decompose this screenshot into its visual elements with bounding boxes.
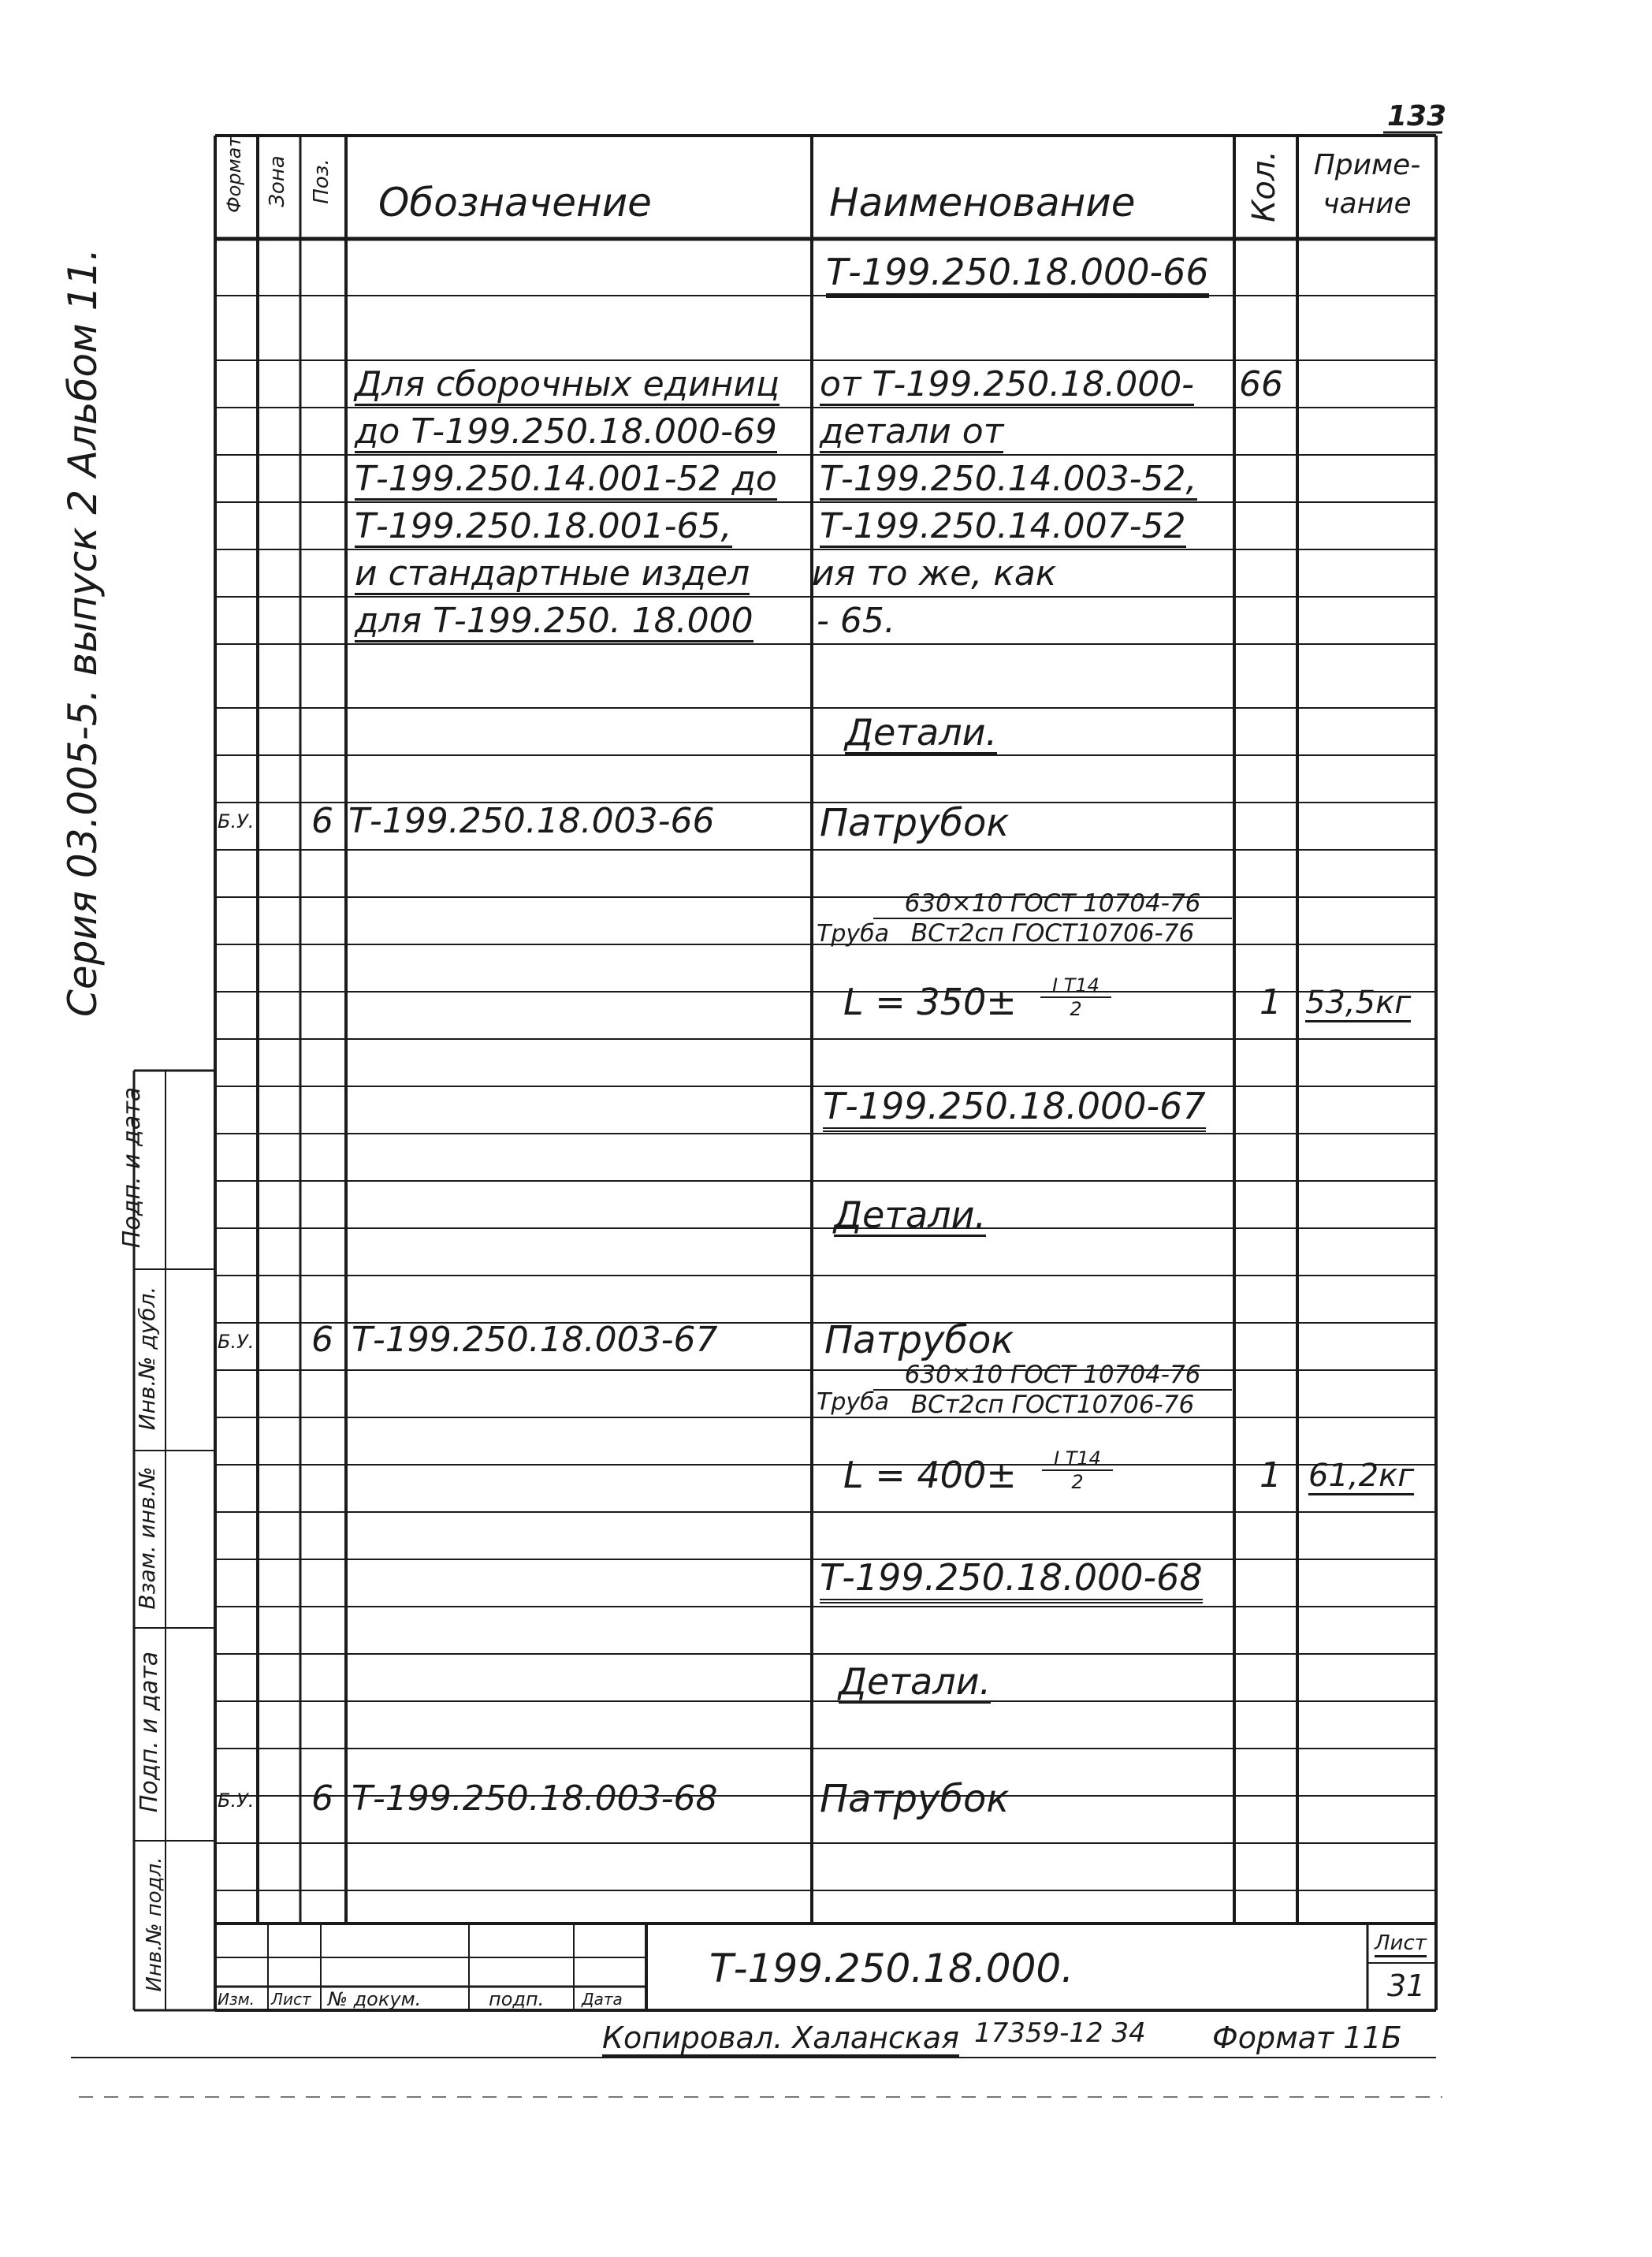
header-designation: Обозначение <box>378 180 652 225</box>
tolerance-1 <box>1040 974 1111 1020</box>
format-cell-3: Б.У. <box>218 1790 255 1812</box>
note-qty-1: 66 <box>1239 364 1283 404</box>
tb-sheet-label: Лист <box>1375 1933 1427 1957</box>
pipe-spec-top-1: 630×10 ГОСТ 10704-76 <box>873 889 1232 919</box>
length-cell-2: L = 400± <box>843 1454 1017 1496</box>
footer-format: Формат 11Б <box>1212 2020 1402 2055</box>
qty-cell-2: 1 <box>1259 1455 1282 1495</box>
pos-cell-1: 6 <box>311 801 333 841</box>
header-zone: Зона <box>266 155 289 207</box>
stamp-sign-date-2: Подп. и дата <box>136 1651 163 1813</box>
pipe-label-2: Труба <box>817 1388 890 1416</box>
tolerance-top-2: I T14 <box>1042 1447 1113 1471</box>
tolerance-bottom-1: 2 <box>1070 998 1082 1020</box>
note-name-6: - 65. <box>817 601 895 641</box>
pipe-spec-top-2: 630×10 ГОСТ 10704-76 <box>873 1361 1232 1391</box>
name-cell-2: Патрубок <box>824 1318 1014 1362</box>
tb-list: Лист <box>271 1990 311 2009</box>
tb-ndoc: № докум. <box>328 1988 422 2010</box>
tb-document-code: Т-199.250.18.000. <box>709 1946 1074 1991</box>
header-qty: Кол. <box>1246 150 1282 222</box>
footer-copied-by: Копировал. Халанская <box>602 2020 959 2055</box>
qty-cell-1: 1 <box>1259 982 1282 1022</box>
pipe-spec-bottom-1: ВСт2сп ГОСТ10706-76 <box>910 919 1195 948</box>
stamp-replace-inv: Взам. инв.№ <box>134 1466 160 1610</box>
header-pos: Поз. <box>310 158 333 204</box>
format-cell-2: Б.У. <box>218 1331 255 1353</box>
tolerance-bottom-2: 2 <box>1071 1471 1084 1493</box>
note-line-6: для Т-199.250. 18.000 <box>355 601 753 641</box>
tb-sheet-number: 31 <box>1387 1968 1426 2003</box>
footer-order: 17359-12 34 <box>974 2017 1146 2049</box>
header-format: Формат <box>223 136 245 213</box>
name-cell-1: Патрубок <box>820 801 1010 845</box>
note-cell-1: 53,5кг <box>1305 985 1412 1021</box>
tb-data: Дата <box>582 1990 623 2009</box>
designation-cell-2: Т-199.250.18.003-67 <box>352 1320 718 1360</box>
section-parts-3: Детали. <box>839 1660 992 1703</box>
note-line-5: и стандартные издел <box>355 553 750 594</box>
note-cell-2: 61,2кг <box>1308 1458 1415 1494</box>
pipe-spec-bottom-2: ВСт2сп ГОСТ10706-76 <box>910 1391 1195 1419</box>
assembly-title-66: Т-199.250.18.000-66 <box>826 254 1209 298</box>
pipe-label-1: Труба <box>817 920 890 948</box>
tolerance-top-1: I T14 <box>1040 974 1111 998</box>
designation-cell-3: Т-199.250.18.003-68 <box>352 1778 718 1819</box>
note-line-2: до Т-199.250.18.000-69 <box>355 412 777 452</box>
name-cell-3: Патрубок <box>820 1777 1010 1821</box>
format-cell-1: Б.У. <box>218 810 255 832</box>
assembly-title-68: Т-199.250.18.000-68 <box>820 1559 1203 1603</box>
note-name-3: Т-199.250.14.003-52, <box>820 459 1197 499</box>
note-name-2: детали от <box>820 412 1004 452</box>
note-line-4: Т-199.250.18.001-65, <box>355 506 732 546</box>
designation-cell-1: Т-199.250.18.003-66 <box>348 801 715 841</box>
note-name-4: Т-199.250.14.007-52 <box>820 506 1186 546</box>
stamp-sign-date-1: Подп. и дата <box>118 1086 146 1249</box>
stamp-inv-orig: Инв.№ подл. <box>143 1857 166 1992</box>
tb-podp: подп. <box>489 1988 545 2010</box>
stamp-inv-dup: Инв.№ дубл. <box>134 1286 160 1431</box>
header-name: Наименование <box>829 180 1136 225</box>
length-cell-1: L = 350± <box>843 981 1017 1023</box>
note-name-1: от Т-199.250.18.000- <box>820 364 1195 404</box>
header-note: Приме-чание <box>1313 149 1421 220</box>
note-name-5: ия то же, как <box>812 553 1057 594</box>
note-line-3: Т-199.250.14.001-52 до <box>355 459 777 499</box>
section-parts-2: Детали. <box>834 1194 987 1236</box>
pipe-spec-2 <box>873 1361 1232 1419</box>
tolerance-2 <box>1042 1447 1113 1493</box>
page-number: 133 <box>1387 100 1447 132</box>
assembly-title-67: Т-199.250.18.000-67 <box>823 1088 1206 1132</box>
tb-izm: Изм. <box>218 1990 255 2009</box>
pipe-spec-1 <box>873 889 1232 948</box>
pos-cell-3: 6 <box>311 1778 333 1819</box>
side-series-title: Серия 03.005-5. выпуск 2 Альбом 11. <box>60 248 106 1017</box>
note-line-1: Для сборочных единиц <box>355 364 779 404</box>
section-parts-1: Детали. <box>845 711 998 754</box>
pos-cell-2: 6 <box>311 1320 333 1360</box>
